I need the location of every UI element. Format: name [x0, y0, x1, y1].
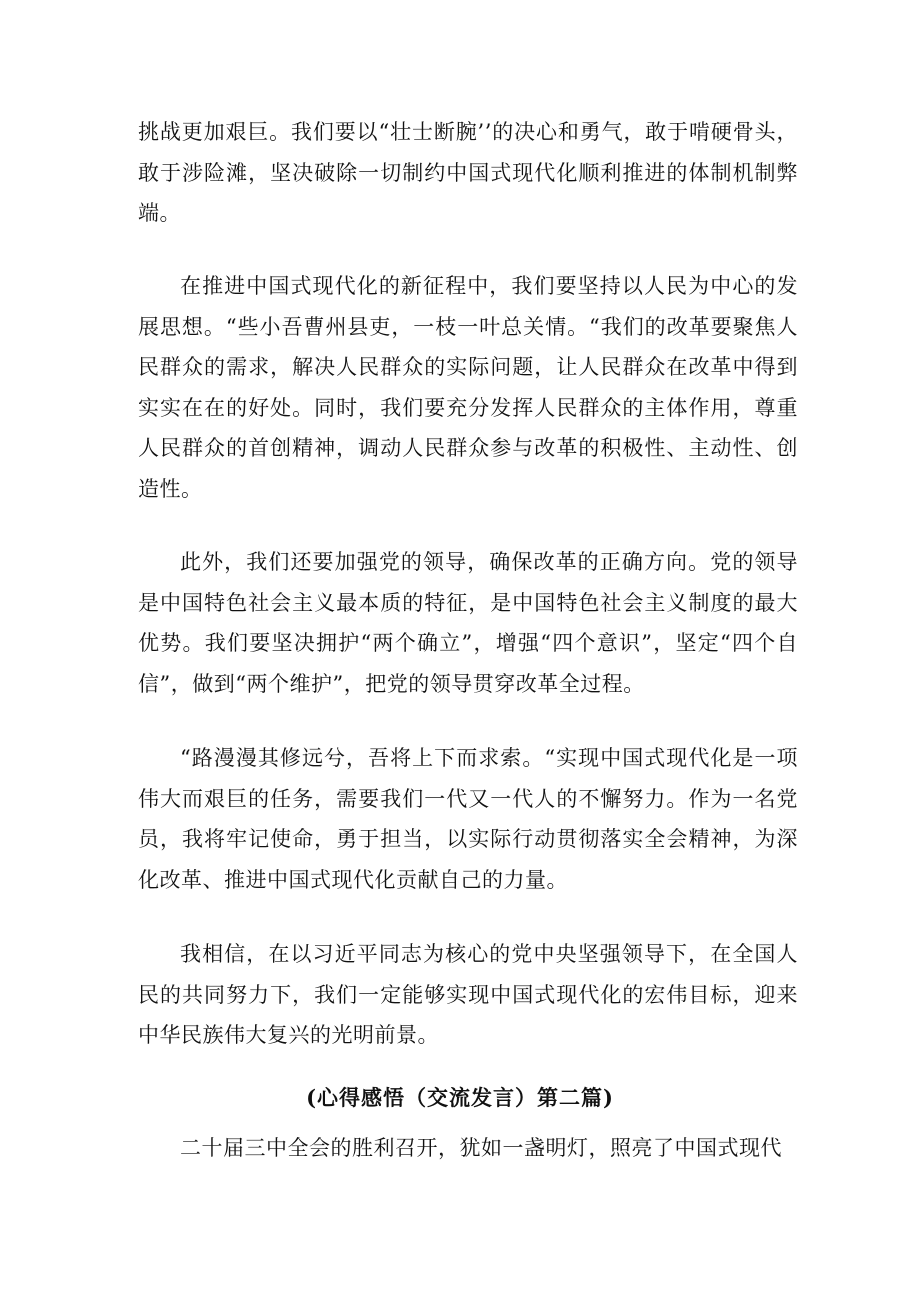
paragraph-6: 二十届三中全会的胜利召开，犹如一盏明灯，照亮了中国式现代	[180, 1136, 782, 1160]
paragraph-4: “路漫漫其修远兮，吾将上下而求索。“实现中国式现代化是一项伟大而艰巨的任务，需要我们一代又一代人的不懈努力。作为一名党员，我将牢记使命，勇于担当，以实际行动贯彻落实全会精神，为深化改革、推进中国式现代化贡献自己的力量。	[138, 746, 798, 892]
paragraph-1: 挑战更加艰巨。我们要以“壮士断腕’’的决心和勇气，敢于啃硬骨头，敢于涉险滩，坚决破除一切制约中国式现代化顺利推进的体制机制弊端。	[138, 120, 798, 225]
section-heading: (心得感悟（交流发言）第二篇)	[306, 1085, 614, 1110]
paragraph-3: 此外，我们还要加强党的领导，确保改革的正确方向。党的领导是中国特色社会主义最本质的特征，是中国特色社会主义制度的最大优势。我们要坚决拥护“两个确立”，增强“四个意识”，坚定“四个自信”，做到“两个维护”，把党的领导贯穿改革全过程。	[138, 550, 798, 696]
paragraph-5: 我相信，在以习近平同志为核心的党中央坚强领导下，在全国人民的共同努力下，我们一定能够实现中国式现代化的宏伟目标，迎来中华民族伟大复兴的光明前景。	[138, 942, 798, 1047]
paragraph-2: 在推进中国式现代化的新征程中，我们要坚持以人民为中心的发展思想。“些小吾曹州县吏，一枝一叶总关情。“我们的改革要聚焦人民群众的需求，解决人民群众的实际问题，让人民群众在改革中得到实实在在的好处。同时，我们要充分发挥人民群众的主体作用，尊重人民群众的首创精神，调动人民群众参与改革的积极性、主动性、创造性。	[138, 274, 798, 501]
